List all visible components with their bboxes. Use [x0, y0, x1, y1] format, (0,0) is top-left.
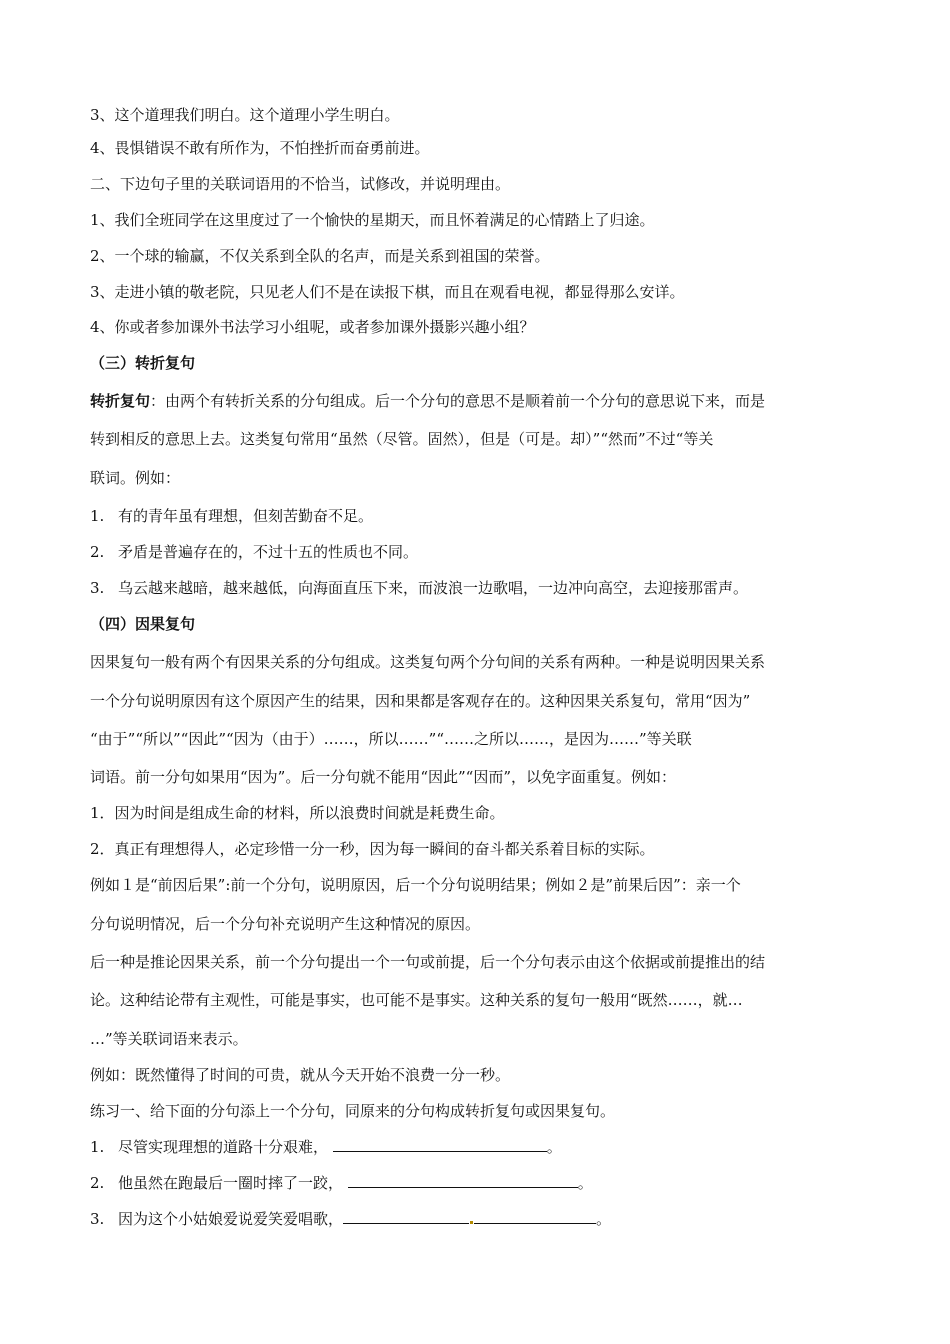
text-line: 1、我们全班同学在这里度过了一个愉快的星期天，而且怀着满足的心情踏上了归途。 — [90, 211, 655, 229]
text-line: 4、畏惧错误不敢有所作为，不怕挫折而奋勇前进。 — [90, 139, 430, 157]
paragraph-line: 词语。前一分句如果用“因为”。后一分句就不能用“因此”“因而”，以免字面重复。例如： — [90, 768, 677, 786]
paragraph-line: 例如１是“前因后果”:前一个分句，说明原因，后一个分句说明结果；例如２是”前果后因”：亲一个 — [90, 876, 741, 894]
text-line: 4、你或者参加课外书法学习小组呢，或者参加课外摄影兴趣小组？ — [90, 318, 535, 336]
section-heading: （四）因果复句 — [90, 615, 196, 633]
exercise-item: 3. 因为这个小姑娘爱说爱笑爱唱歌， 。 — [90, 1210, 612, 1228]
mark-dot — [470, 1221, 473, 1224]
text-line: 2、一个球的输赢，不仅关系到全队的名声，而是关系到祖国的荣誉。 — [90, 247, 550, 265]
paragraph-line: …”等关联词语来表示。 — [90, 1030, 248, 1048]
definition-line: 转折复句：由两个有转折关系的分句组成。后一个分句的意思不是顺着前一个分句的意思说下来，而是 — [90, 392, 766, 410]
definition-line: 联词。例如： — [90, 469, 181, 487]
text-line: 3、这个道理我们明白。这个道理小学生明白。 — [90, 106, 400, 124]
exercise-title: 练习一、给下面的分句添上一个分句，同原来的分句构成转折复句或因果复句。 — [90, 1102, 616, 1120]
example-item: 2．真正有理想得人，必定珍惜一分一秒，因为每一瞬间的奋斗都关系着目标的实际。 — [90, 840, 655, 858]
text-line: 3、走进小镇的敬老院，只见老人们不是在读报下棋，而且在观看电视，都显得那么安详。 — [90, 283, 685, 301]
paragraph-line: 分句说明情况，后一个分句补充说明产生这种情况的原因。 — [90, 915, 481, 933]
example-line: 例如：既然懂得了时间的可贵，就从今天开始不浪费一分一秒。 — [90, 1066, 511, 1084]
definition-term: 转折复句 — [90, 392, 151, 410]
exercise-item: 1. 尽管实现理想的道路十分艰难， 。 — [90, 1138, 562, 1156]
answer-blank[interactable] — [333, 1137, 547, 1152]
section-heading: （三）转折复句 — [90, 354, 196, 372]
example-item: 3. 乌云越来越暗，越来越低，向海面直压下来，而波浪一边歌唱，一边冲向高空，去迎接那雷声。 — [90, 579, 749, 597]
example-item: 1. 有的青年虽有理想，但刻苦勤奋不足。 — [90, 507, 374, 525]
section-heading-two: 二、下边句子里的关联词语用的不恰当，试修改，并说明理由。 — [90, 175, 511, 193]
answer-blank[interactable] — [474, 1209, 596, 1224]
answer-blank[interactable] — [343, 1209, 469, 1224]
example-item: 1．因为时间是组成生命的材料，所以浪费时间就是耗费生命。 — [90, 804, 505, 822]
definition-line: 转到相反的意思上去。这类复句常用“虽然（尽管。固然），但是（可是。却）”“然而”不过“等关 — [90, 430, 714, 448]
paragraph-line: “由于”“所以”“因此”“因为（由于）……，所以……”“……之所以……，是因为……”等关联 — [90, 730, 692, 748]
paragraph-line: 论。这种结论带有主观性，可能是事实，也可能不是事实。这种关系的复句一般用“既然……，就… — [90, 991, 743, 1009]
paragraph-line: 一个分句说明原因有这个原因产生的结果，因和果都是客观存在的。这种因果关系复句，常用“因为” — [90, 692, 751, 710]
exercise-item: 2. 他虽然在跑最后一圈时摔了一跤， 。 — [90, 1174, 593, 1192]
example-item: 2. 矛盾是普遍存在的，不过十五的性质也不同。 — [90, 543, 419, 561]
paragraph-line: 后一种是推论因果关系，前一个分句提出一个一句或前提，后一个分句表示由这个依据或前提推出的结 — [90, 953, 766, 971]
answer-blank[interactable] — [348, 1173, 578, 1188]
paragraph-line: 因果复句一般有两个有因果关系的分句组成。这类复句两个分句间的关系有两种。一种是说明因果关系 — [90, 653, 766, 671]
